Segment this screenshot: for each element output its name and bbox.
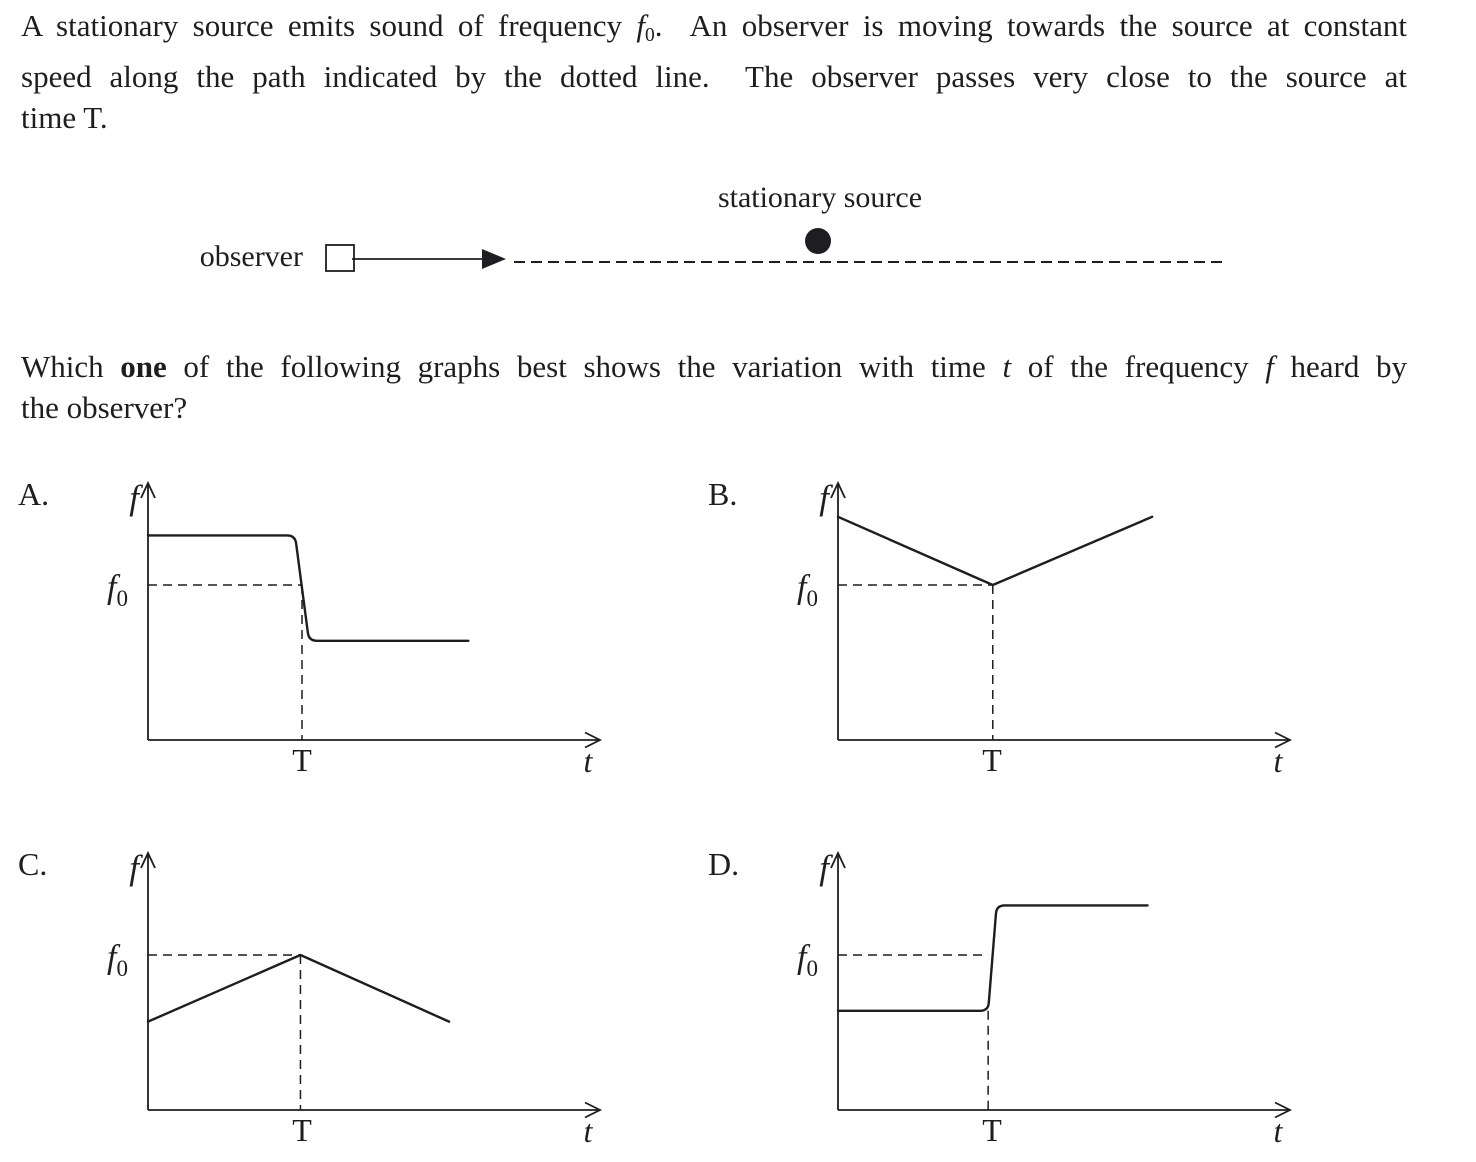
T-tick-label: T <box>292 742 312 778</box>
source-dot <box>805 228 831 254</box>
text-segment: speed along the path indicated by the dotted line. The observer passes very close to the source at <box>21 58 1407 94</box>
option-b-graph <box>690 460 1350 792</box>
f0-label: $f_0$ <box>107 939 128 981</box>
frequency-curve <box>148 955 449 1022</box>
text-line <box>21 56 1407 97</box>
T-tick-label: T <box>982 1112 1002 1148</box>
option-d-graph <box>690 830 1350 1162</box>
frequency-curve <box>148 535 468 640</box>
x-axis-label: t <box>1273 743 1283 779</box>
intro-paragraph <box>21 5 1407 138</box>
x-axis-label: t <box>583 743 593 779</box>
text-segment: Which <box>21 349 121 384</box>
T-tick-label: T <box>292 1112 312 1148</box>
text-segment: f <box>1265 349 1274 384</box>
T-tick-label: T <box>982 742 1002 778</box>
x-axis-label: t <box>1273 1113 1283 1149</box>
text-segment: f <box>636 8 645 43</box>
observer-marker <box>326 245 354 271</box>
option-a-graph <box>0 460 660 792</box>
text-segment: time T. <box>21 99 108 135</box>
frequency-curve <box>838 517 1152 585</box>
y-axis-label: f <box>129 478 139 517</box>
frequency-curve <box>838 905 1148 1010</box>
y-axis-label: f <box>129 848 139 887</box>
f0-label: $f_0$ <box>797 939 818 981</box>
option-c-graph <box>0 830 660 1162</box>
text-line <box>21 5 1407 56</box>
option-a-label: A. <box>18 476 50 512</box>
y-axis-label: f <box>819 478 829 517</box>
text-segment: of the frequency <box>1011 349 1266 384</box>
text-segment: heard by <box>1273 349 1407 384</box>
text-line <box>21 387 1407 428</box>
text-line <box>21 97 1407 138</box>
y-axis-label: f <box>819 848 829 887</box>
text-line <box>21 346 1407 387</box>
source-observer-diagram <box>0 172 1476 294</box>
text-segment: the observer? <box>21 390 188 425</box>
source-label: stationary source <box>717 181 923 214</box>
f0-label: $f_0$ <box>797 569 818 611</box>
text-segment: of the following graphs best shows the variation with time <box>166 349 1003 384</box>
question-paragraph <box>21 346 1407 428</box>
text-segment: A stationary source emits sound of frequency <box>21 8 637 43</box>
velocity-arrowhead-icon <box>482 249 506 269</box>
text-segment: . An observer is moving towards the source at constant <box>654 8 1407 43</box>
text-segment: 0 <box>644 24 655 46</box>
observer-label: observer <box>199 240 303 273</box>
option-c-label: C. <box>18 846 48 882</box>
text-segment: one <box>120 349 167 384</box>
x-axis-label: t <box>583 1113 593 1149</box>
option-b-label: B. <box>708 476 738 512</box>
text-segment: t <box>1002 349 1012 384</box>
f0-label: $f_0$ <box>107 569 128 611</box>
option-d-label: D. <box>708 846 740 882</box>
